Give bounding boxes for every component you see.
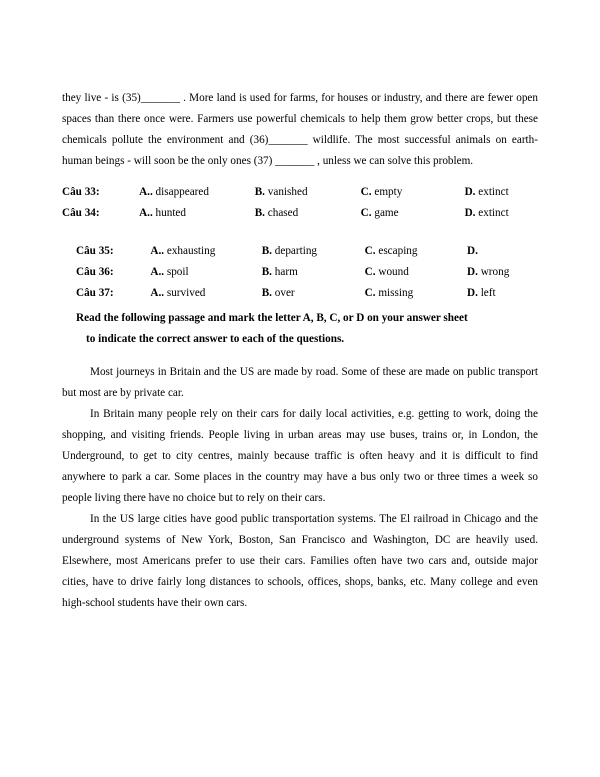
option-letter: B. (261, 287, 272, 300)
option-text: departing (274, 244, 318, 257)
table-row (62, 203, 538, 224)
option-letter: A.. (150, 266, 165, 279)
option-text: left (480, 287, 496, 300)
table-row (62, 182, 538, 203)
option-c[interactable] (365, 241, 467, 262)
option-text: over (274, 287, 295, 300)
option-text: spoil (166, 266, 189, 279)
option-c[interactable] (361, 203, 465, 224)
option-text: wound (378, 266, 409, 279)
option-text: missing (378, 287, 414, 300)
option-c[interactable] (365, 283, 467, 304)
intro-paragraph: they live - is (35)_______ . More land is used for farms, for houses or industry, and there are fewer open spaces than there once were. Farmers use powerful chemicals to help them grow better crops, but these chemicals pollute the environment and (36)_______ wildlife. The most successful animals on earth- human beings - will soon be the only ones (37) _______ , unless we can solve this problem. (62, 92, 538, 168)
questions-table-group-2 (62, 241, 538, 305)
passage-paragraph-3: In the US large cities have good public transportation systems. The El railroad in Chicago and the underground systems of New York, Boston, San Francisco and Washington, DC are heavily used. Elsewhere, most Americans prefer to use their cars. Families often have two cars and, outside major cities, have to drive fairly long distances to schools, offices, shops, banks, etc. Many college and even high-school students have their own cars. (62, 513, 538, 610)
option-letter: B. (261, 244, 272, 257)
option-b[interactable] (262, 283, 365, 304)
option-letter: C. (364, 244, 376, 257)
option-letter: C. (364, 287, 376, 300)
option-text: chased (267, 207, 299, 220)
option-b[interactable] (255, 203, 361, 224)
instruction-line-1: Read the following passage and mark the letter A, B, C, or D on your answer sheet (76, 311, 468, 324)
questions-table-group-1 (62, 182, 538, 225)
option-d[interactable] (467, 241, 538, 262)
option-a[interactable] (139, 182, 255, 203)
option-letter: C. (360, 207, 372, 220)
option-letter: A.. (150, 287, 165, 300)
option-letter: D. (464, 207, 476, 220)
passage-paragraph-2: In Britain many people rely on their cars for daily local activities, e.g. getting to work, doing the shopping, and visiting friends. People living in urban areas may use buses, trains or, in London, the Underground, to get to city centres, mainly because traffic is often heavy and it is difficult to find anywhere to park a car. Some places in the country may have a bus only two or three times a week so people living there have no choice but to rely on their cars. (62, 407, 538, 504)
option-b[interactable] (262, 262, 365, 283)
option-letter: D. (467, 244, 478, 257)
option-text: extinct (478, 207, 509, 220)
option-letter: C. (360, 186, 372, 199)
question-label: Câu 35: (76, 244, 114, 257)
option-text: survived (166, 287, 206, 300)
option-letter: C. (364, 266, 376, 279)
option-text: harm (274, 266, 298, 279)
option-letter: D. (467, 287, 478, 300)
option-a[interactable] (150, 262, 261, 283)
option-d[interactable] (465, 182, 538, 203)
option-d[interactable] (465, 203, 538, 224)
table-row (62, 262, 538, 283)
option-letter: A.. (139, 186, 153, 199)
option-c[interactable] (365, 262, 467, 283)
table-row (62, 283, 538, 304)
option-letter: B. (254, 186, 265, 199)
question-label: Câu 37: (76, 287, 114, 300)
option-text: extinct (478, 186, 509, 199)
option-a[interactable] (139, 203, 255, 224)
option-letter: B. (261, 266, 272, 279)
passage-paragraph-1: Most journeys in Britain and the US are made by road. Some of these are made on public transport but most are by private car. (62, 365, 538, 399)
option-b[interactable] (262, 241, 365, 262)
option-letter: B. (254, 207, 265, 220)
option-text: escaping (378, 244, 418, 257)
option-d[interactable] (467, 283, 538, 304)
option-text: empty (374, 186, 403, 199)
option-text: game (374, 207, 399, 220)
option-text: disappeared (155, 186, 209, 199)
table-row (62, 241, 538, 262)
option-letter: D. (464, 186, 476, 199)
option-letter: D. (467, 266, 478, 279)
option-letter: A.. (139, 207, 153, 220)
option-b[interactable] (255, 182, 361, 203)
option-a[interactable] (150, 283, 261, 304)
question-label: Câu 36: (76, 266, 114, 279)
option-a[interactable] (150, 241, 261, 262)
option-text: hunted (155, 207, 186, 220)
option-letter: A.. (150, 244, 165, 257)
option-text: exhausting (166, 244, 216, 257)
question-label: Câu 33: (62, 186, 100, 199)
option-d[interactable] (467, 262, 538, 283)
instruction-line-2: to indicate the correct answer to each of the questions. (86, 332, 345, 345)
option-c[interactable] (361, 182, 465, 203)
option-text: vanished (267, 186, 308, 199)
question-label: Câu 34: (62, 207, 100, 220)
passage-instruction (62, 308, 538, 350)
option-text: wrong (480, 266, 510, 279)
